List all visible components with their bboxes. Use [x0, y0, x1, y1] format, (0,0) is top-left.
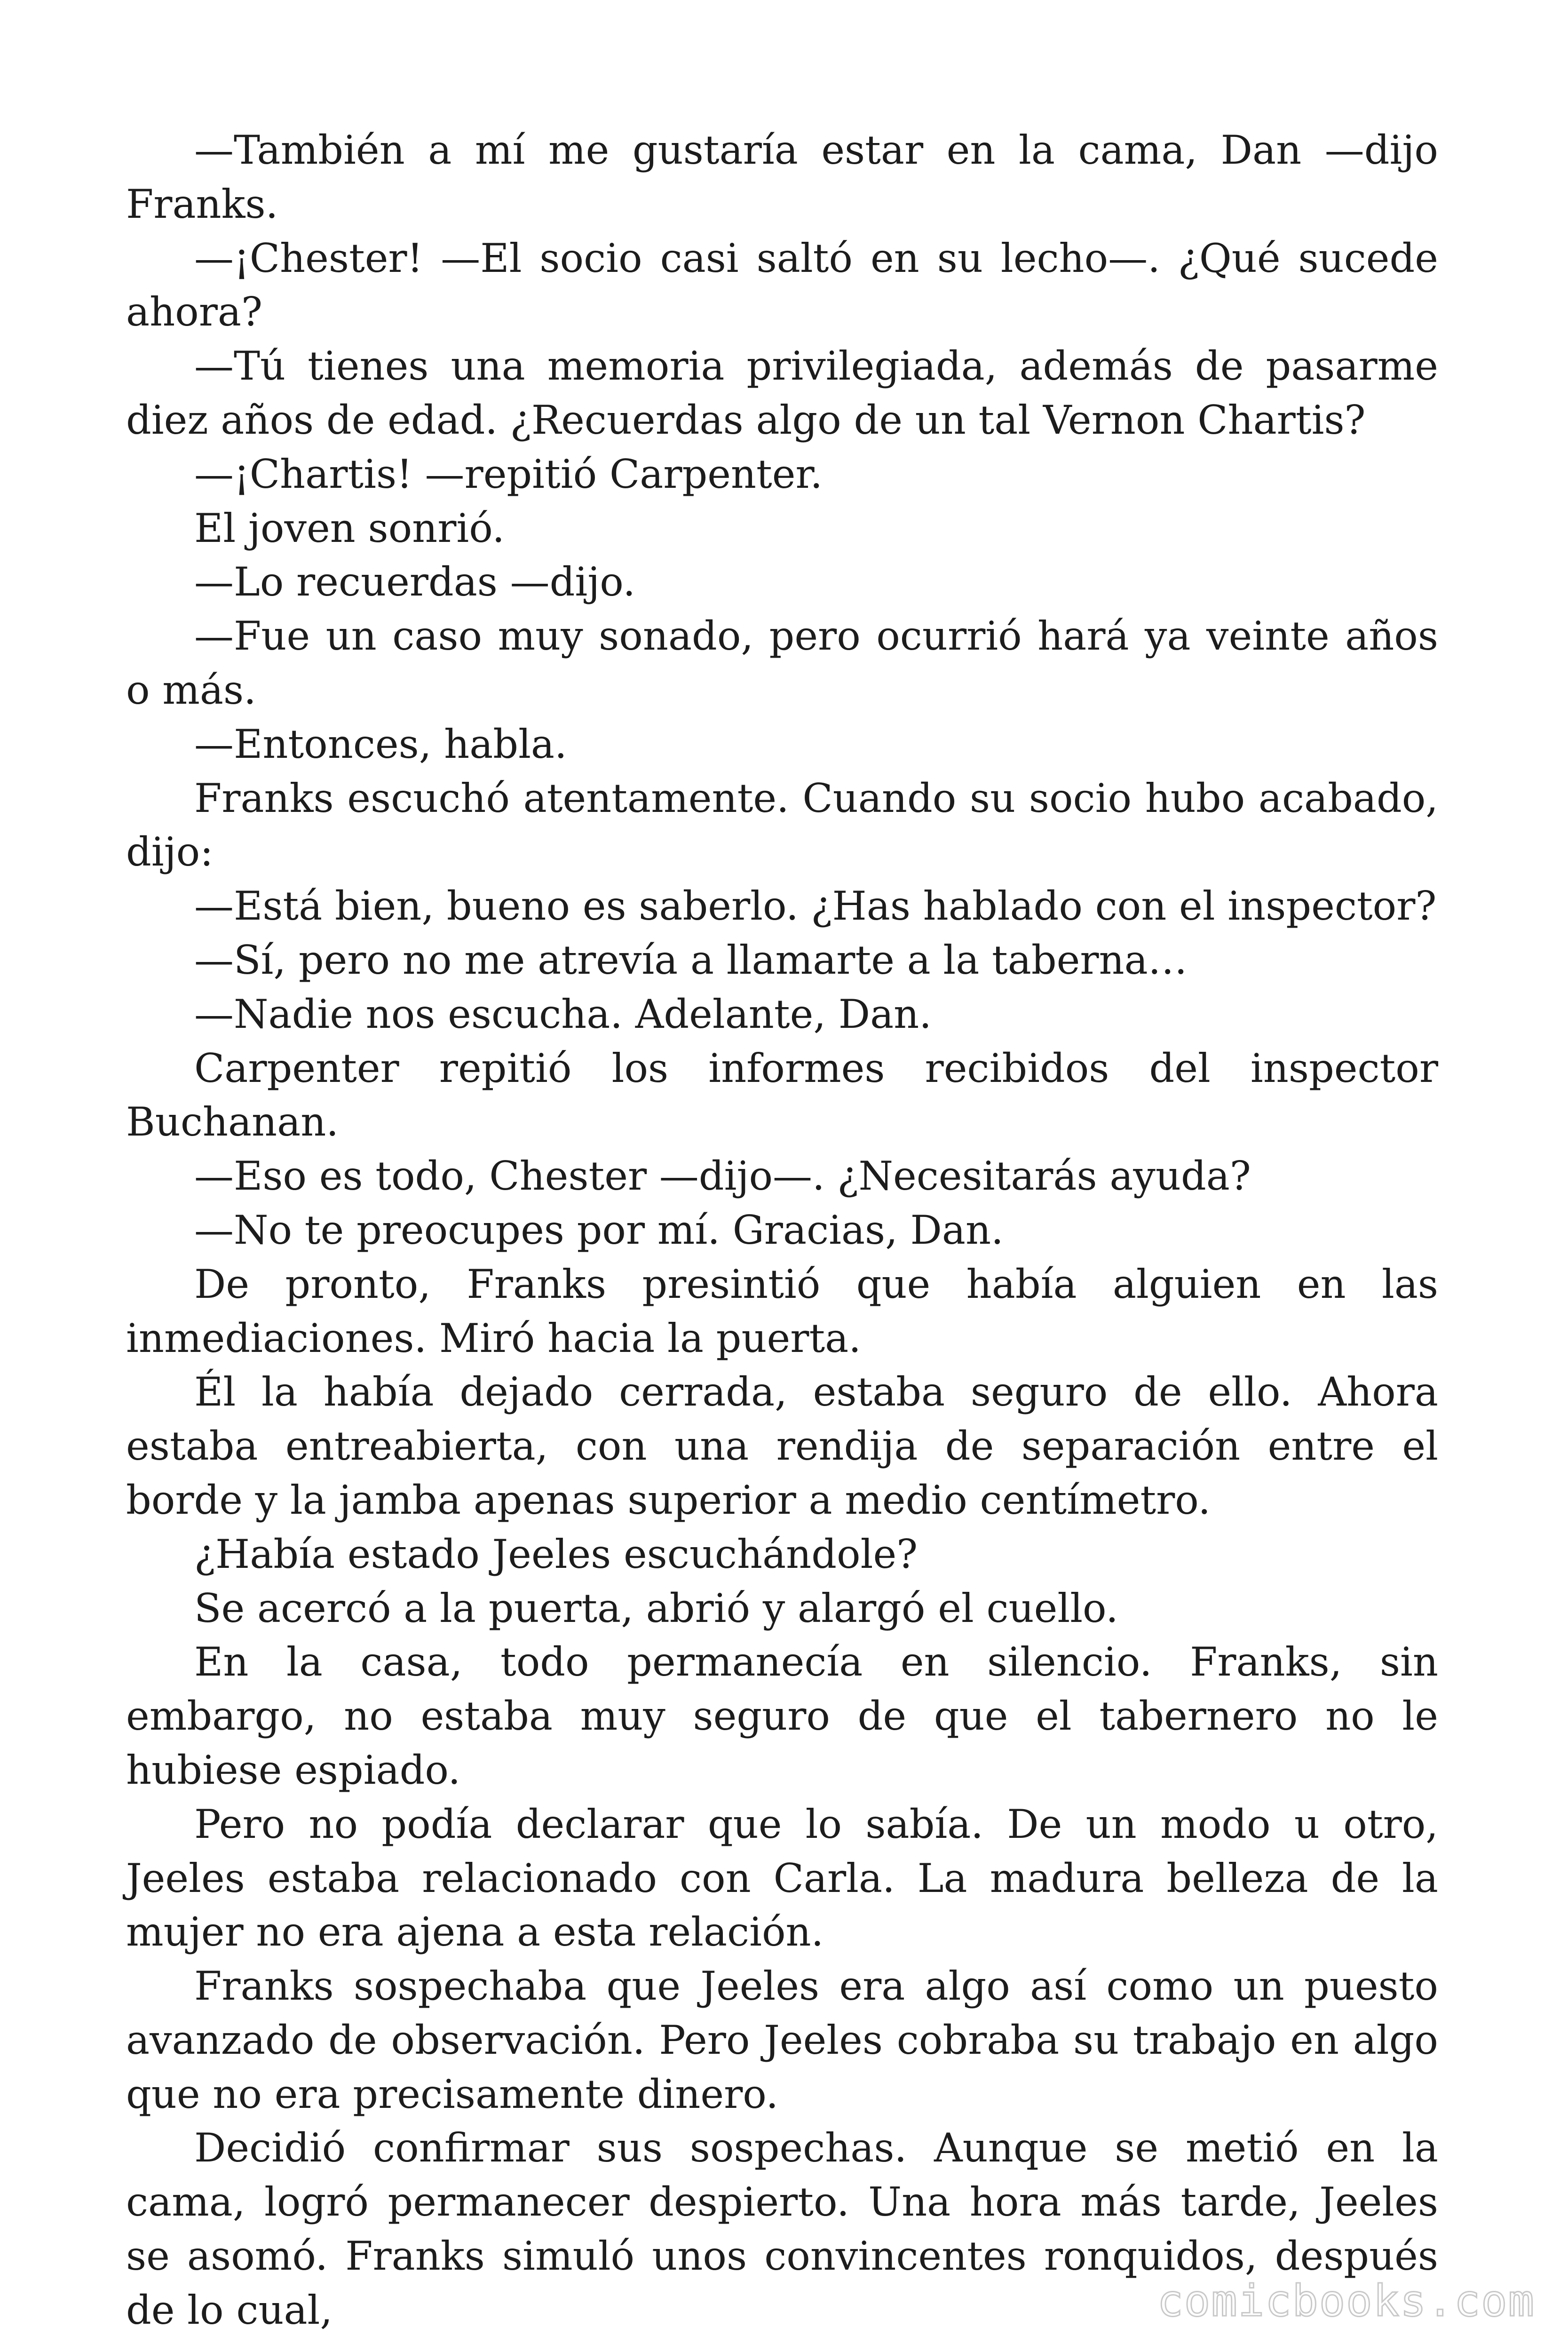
paragraph: Él la había dejado cerrada, estaba seguro de ello. Ahora estaba entreabierta, con una rendija de separación entre el borde y la jamba apenas superior a medio centímetro. [126, 1369, 1438, 1523]
paragraph: —Fue un caso muy sonado, pero ocurrió hará ya veinte años o más. [126, 613, 1438, 713]
paragraph: —Nadie nos escucha. Adelante, Dan. [194, 991, 932, 1037]
paragraph: —También a mí me gustaría estar en la cama, Dan —dijo Franks. [126, 127, 1438, 227]
paragraph: ¿Había estado Jeeles escuchándole? [194, 1531, 918, 1577]
paragraph: Carpenter repitió los informes recibidos del inspector Buchanan. [126, 1045, 1438, 1145]
page-text [126, 123, 1438, 2337]
paragraph: Se acercó a la puerta, abrió y alargó el cuello. [194, 1585, 1118, 1631]
paragraph: —No te preocupes por mí. Gracias, Dan. [194, 1207, 1004, 1253]
watermark: comicbooks.com [1157, 2276, 1535, 2326]
paragraph: —Tú tienes una memoria privilegiada, además de pasarme diez años de edad. ¿Recuerdas algo de un tal Vernon Chartis? [126, 343, 1438, 443]
paragraph: Franks escuchó atentamente. Cuando su socio hubo acabado, dijo: [126, 775, 1438, 875]
paragraph: —Entonces, habla. [194, 721, 567, 767]
paragraph: En la casa, todo permanecía en silencio. Franks, sin embargo, no estaba muy seguro de que el tabernero no le hubiese espiado. [126, 1639, 1438, 1793]
paragraph: El joven sonrió. [194, 505, 505, 551]
paragraph: Franks sospechaba que Jeeles era algo así como un puesto avanzado de observación. Pero Jeeles cobraba su trabajo en algo que no era precisamente dinero. [126, 1963, 1438, 2117]
paragraph: —Está bien, bueno es saberlo. ¿Has hablado con el inspector? [194, 883, 1437, 930]
paragraph: De pronto, Franks presintió que había alguien en las inmediaciones. Miró hacia la puerta. [126, 1261, 1438, 1361]
paragraph: —Lo recuerdas —dijo. [194, 559, 636, 605]
paragraph: Pero no podía declarar que lo sabía. De un modo u otro, Jeeles estaba relacionado con Carla. La madura belleza de la mujer no era ajena a esta relación. [126, 1801, 1438, 1955]
paragraph: —¡Chartis! —repitió Carpenter. [194, 451, 823, 497]
paragraph: —Sí, pero no me atrevía a llamarte a la taberna… [194, 937, 1188, 983]
paragraph: —¡Chester! —El socio casi saltó en su lecho—. ¿Qué sucede ahora? [126, 235, 1438, 335]
paragraph: Decidió confirmar sus sospechas. Aunque se metió en la cama, logró permanecer despierto. Una hora más tarde, Jeeles se asomó. Franks simuló unos convincentes ronquidos, después de lo cual, [126, 2125, 1438, 2333]
paragraph: —Eso es todo, Chester —dijo—. ¿Necesitarás ayuda? [194, 1153, 1251, 1200]
